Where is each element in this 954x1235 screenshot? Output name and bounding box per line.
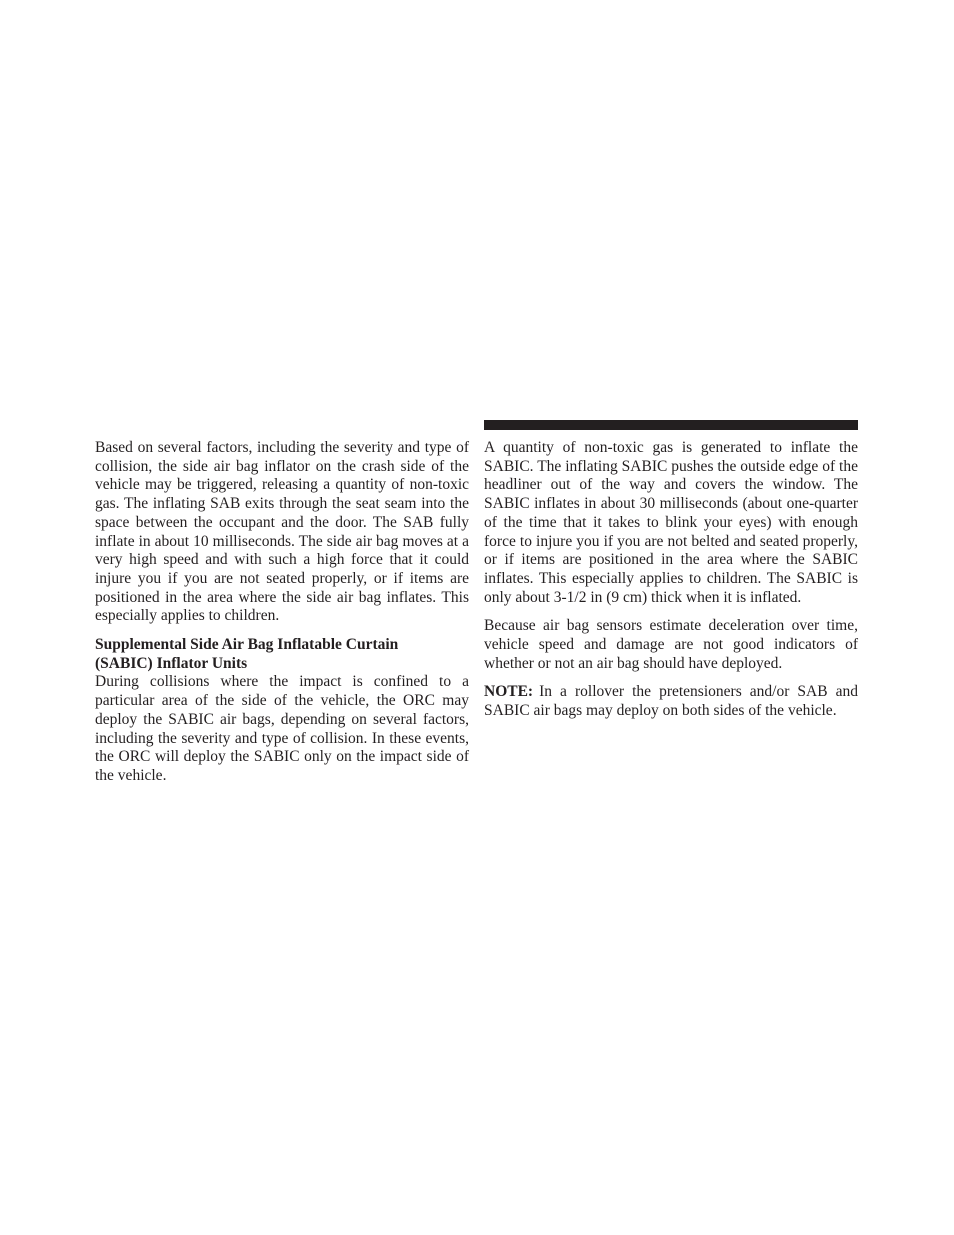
note-text: In a rollover the pretensioners and/or SAB and SABIC air bags may deploy on both sides of the vehicle. — [484, 683, 858, 720]
note-label: NOTE: — [484, 683, 534, 701]
sabic-deploy-paragraph: During collisions where the impact is confined to a particular area of the side of the vehicle, the ORC may deploy the SABIC air bags, depending on several factors, including the severity and type of collision. In these events, the ORC will deploy the SABIC only on the impact side of the vehicle. — [95, 673, 469, 784]
left-column — [95, 439, 469, 796]
sabic-heading-line1: Supplemental Side Air Bag Inflatable Curtain — [95, 636, 399, 654]
sabic-section-heading — [95, 636, 469, 673]
right-column — [484, 439, 858, 731]
header-rule — [484, 420, 858, 430]
sab-inflation-paragraph: Based on several factors, including the severity and type of collision, the side air bag inflator on the crash side of the vehicle may be triggered, releasing a quantity of non-toxic gas. The inflating SAB exits through the seat seam into the space between the occupant and the door. The SAB fully inflate in about 10 milliseconds. The side air bag moves at a very high speed and with such a high force that it could injure you if you are not seated properly, or if items are positioned in the area where the side air bag inflates. This especially applies to children. — [95, 439, 469, 625]
note-paragraph — [484, 683, 858, 720]
sabic-gas-paragraph: A quantity of non-toxic gas is generated to inflate the SABIC. The inflating SABIC pushes the outside edge of the headliner out of the way and covers the window. The SABIC inflates in about 30 milliseconds (about one-quarter of the time that it takes to blink your eyes) with enough force to injure you if you are not belted and seated properly, or if items are positioned in the area where the SABIC inflates. This especially applies to children. The SABIC is only about 3-1/2 in (9 cm) thick when it is inflated. — [484, 439, 858, 606]
sensor-paragraph: Because air bag sensors estimate deceleration over time, vehicle speed and damage are not good indicators of whether or not an air bag should have deployed. — [484, 617, 858, 672]
sabic-heading-line2: (SABIC) Inflator Units — [95, 654, 248, 672]
